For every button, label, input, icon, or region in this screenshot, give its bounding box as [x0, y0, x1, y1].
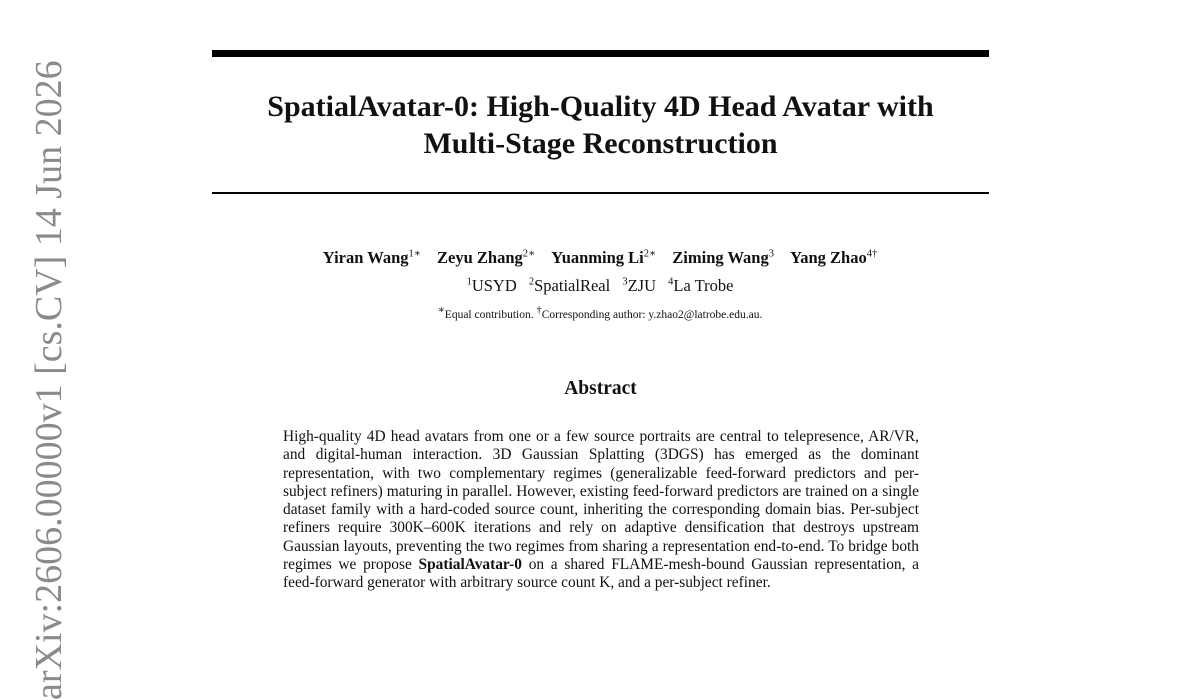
- affiliation-name: La Trobe: [673, 276, 734, 295]
- affiliation-number: 4: [668, 276, 674, 288]
- affiliation-list: [200, 276, 1000, 296]
- author-name: Yiran Wang: [322, 247, 409, 267]
- affiliation-4: [668, 276, 733, 295]
- author-5: [790, 248, 877, 267]
- equal-contribution-note: Equal contribution.: [444, 308, 534, 321]
- author-3: [551, 248, 656, 267]
- author-1: [323, 248, 421, 267]
- author-name: Ziming Wang: [672, 247, 769, 267]
- author-4: [672, 248, 774, 267]
- affiliation-1: [467, 276, 517, 295]
- author-mark: 1∗: [408, 248, 421, 259]
- affiliation-number: 2: [528, 276, 535, 288]
- affiliation-3: [622, 276, 656, 295]
- affiliation-name: ZJU: [627, 276, 656, 295]
- affiliation-name: USYD: [471, 276, 517, 295]
- title-top-rule: [212, 50, 989, 57]
- author-list: [200, 247, 1000, 268]
- author-mark: 3: [768, 248, 774, 259]
- author-name: Yuanming Li: [551, 247, 644, 267]
- paper-title: [212, 88, 989, 162]
- title-line-1: SpatialAvatar-0: High-Quality 4D Head Avatar with: [267, 90, 934, 123]
- arxiv-stamp: arXiv:2606.00000v1 [cs.CV] 14 Jun 2026: [28, 60, 70, 700]
- affiliation-number: 1: [466, 276, 472, 288]
- method-name: SpatialAvatar-0: [418, 556, 522, 574]
- author-notes: [200, 304, 1000, 321]
- author-mark: 4†: [866, 248, 878, 259]
- abstract-part-2: on a shared FLAME-mesh-bound Gaussian representation, a feed-forward generator with arbitrary source count K, and a per-subject refiner.: [283, 556, 919, 592]
- abstract-text: [283, 428, 919, 593]
- equal-contribution-mark: ∗: [437, 305, 445, 316]
- title-bottom-rule: [212, 192, 989, 194]
- affiliation-2: [529, 276, 610, 295]
- author-name: Yang Zhao: [790, 247, 867, 267]
- affiliation-number: 3: [622, 276, 628, 288]
- abstract-part-1: High-quality 4D head avatars from one or a few source portraits are central to telepresence, AR/VR, and digital-human interaction. 3D Gaussian Splatting (3DGS) has emerged as the dominant representation, with two complementary regimes (generalizable feed-forward predictors and per-subject refiners) maturing in parallel. However, existing feed-forward predictors are trained on a single dataset family with a hard-coded source count, inheriting the corresponding domain bias. Per-subject refiners require 300K–600K iterations and rely on adaptive densification that destroys upstream Gaussian layouts, preventing the two regimes from sharing a representation end-to-end. To bridge both regimes we propose: [283, 428, 919, 574]
- corresponding-author-note: Corresponding author: y.zhao2@latrobe.edu.au.: [541, 308, 763, 321]
- title-line-2: Multi-Stage Reconstruction: [423, 127, 778, 160]
- abstract-heading: Abstract: [564, 378, 637, 399]
- affiliation-name: SpatialReal: [534, 276, 611, 295]
- author-name: Zeyu Zhang: [437, 247, 523, 267]
- author-mark: 2∗: [522, 248, 536, 259]
- author-2: [437, 248, 535, 267]
- corresponding-mark: †: [536, 305, 542, 316]
- author-mark: 2∗: [643, 248, 657, 259]
